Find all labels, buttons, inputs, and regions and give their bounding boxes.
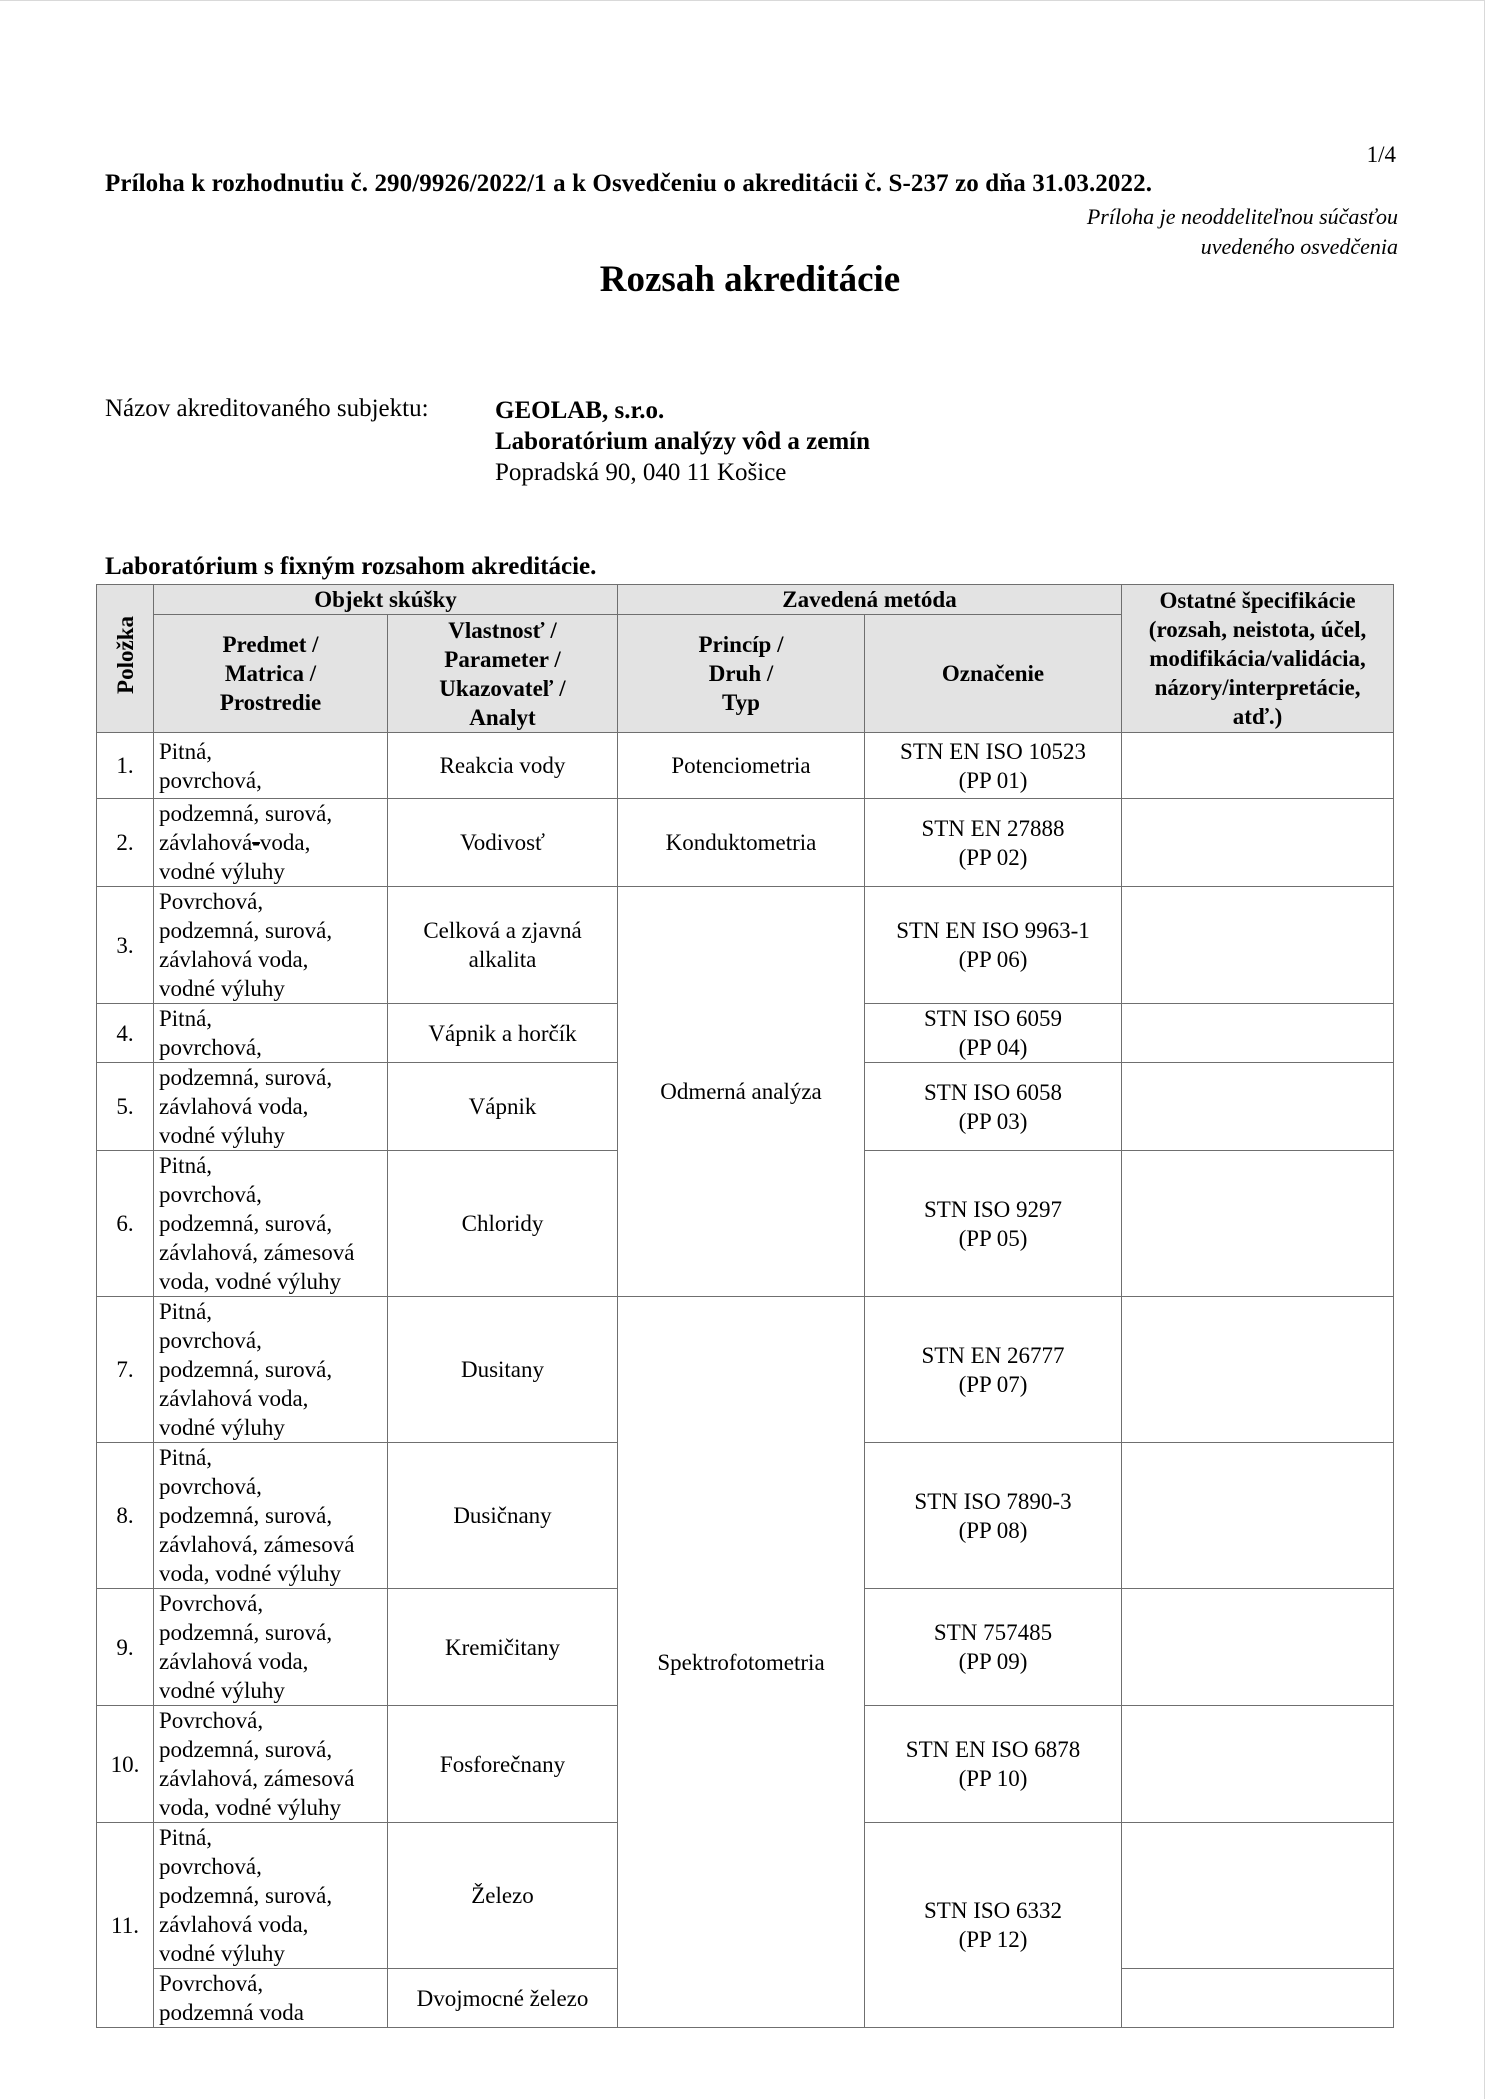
header-text-line: Vlastnosť / (448, 617, 557, 643)
designation-standard: STN EN ISO 6878 (905, 1737, 1081, 1762)
matrix-line: závlahová voda, (159, 1094, 309, 1119)
matrix-line: podzemná, surová, (159, 1620, 333, 1645)
matrix-line: voda, vodné výluhy (159, 1269, 342, 1294)
property-cell: Vápnik a horčík (388, 1004, 618, 1063)
matrix-strike: - (252, 830, 260, 855)
subject-lab: Laboratórium analýzy vôd a zemín (495, 428, 870, 455)
designation-standard: STN ISO 6058 (924, 1079, 1063, 1105)
designation-code: (PP 08) (958, 1517, 1028, 1543)
annex-note-line: Príloha je neoddeliteľnou súčasťou (1086, 204, 1398, 229)
matrix-line: vodné výluhy (159, 1678, 285, 1703)
matrix-line: Povrchová, (159, 1708, 264, 1733)
matrix-cell (154, 1823, 388, 1969)
designation-code: (PP 04) (958, 1035, 1028, 1060)
other-specs-cell (1122, 799, 1394, 887)
item-number: 3. (97, 887, 154, 1004)
matrix-cell (154, 1297, 388, 1443)
property-cell: Vodivosť (388, 799, 618, 887)
header-text-line: atď.) (1232, 704, 1283, 729)
matrix-line: podzemná, surová, (159, 1503, 333, 1528)
matrix-line: Pitná, (159, 1299, 213, 1324)
matrix-word: závlahová (159, 830, 253, 855)
matrix-line: vodné výluhy (159, 1415, 285, 1440)
designation-cell (865, 733, 1122, 799)
designation-standard: STN ISO 9297 (924, 1196, 1063, 1222)
principle-cell: Spektrofotometria (618, 1297, 865, 2028)
matrix-line: Pitná, (159, 738, 213, 764)
header-text-line: (rozsah, neistota, účel, (1148, 617, 1367, 642)
designation-standard: STN ISO 6059 (924, 1006, 1063, 1031)
property-cell: Vápnik (388, 1063, 618, 1151)
matrix-line: vodné výluhy (159, 1123, 285, 1148)
header-text-line: Matrica / (224, 661, 317, 686)
matrix-line: vodné výluhy (159, 976, 285, 1001)
property-cell: Železo (388, 1823, 618, 1969)
table-row (97, 733, 1394, 799)
matrix-line: voda, vodné výluhy (159, 1561, 342, 1586)
designation-standard: STN 757485 (933, 1620, 1053, 1645)
matrix-line: vodné výluhy (159, 1941, 285, 1966)
designation-code: (PP 06) (958, 947, 1028, 972)
matrix-line: závlahová voda, (159, 947, 309, 972)
designation-cell (865, 799, 1122, 887)
header-group-object: Objekt skúšky (154, 585, 618, 615)
matrix-cell (154, 887, 388, 1004)
designation-standard: STN EN ISO 10523 (900, 738, 1086, 764)
matrix-line: povrchová, (159, 1474, 262, 1499)
property-line: Celková a zjavná (423, 918, 582, 943)
matrix-line: Pitná, (159, 1006, 213, 1031)
other-specs-cell (1122, 733, 1394, 799)
table-row (97, 887, 1394, 1004)
matrix-line: voda, vodné výluhy (159, 1795, 342, 1820)
item-number: 2. (97, 799, 154, 887)
item-number: 7. (97, 1297, 154, 1443)
matrix-cell (154, 1063, 388, 1151)
property-cell: Reakcia vody (388, 733, 618, 799)
designation-cell (865, 887, 1122, 1004)
matrix-line: povrchová, (159, 1182, 262, 1207)
principle-cell: Potenciometria (618, 733, 865, 799)
other-specs-cell (1122, 1297, 1394, 1443)
header-text-line: názory/interpretácie, (1154, 675, 1361, 700)
matrix-line: Pitná, (159, 1825, 213, 1850)
designation-standard: STN ISO 6332 (924, 1898, 1063, 1923)
property-cell: Kremičitany (388, 1589, 618, 1706)
property-cell (388, 887, 618, 1004)
other-specs-cell (1122, 1151, 1394, 1297)
designation-code: (PP 03) (958, 1108, 1028, 1134)
matrix-line: povrchová, (159, 1035, 262, 1060)
annex-note (1087, 202, 1398, 262)
matrix-cell (154, 1589, 388, 1706)
other-specs-cell (1122, 1589, 1394, 1706)
header-group-method: Zavedená metóda (618, 585, 1122, 615)
designation-code: (PP 10) (958, 1766, 1028, 1791)
header-designation: Označenie (865, 615, 1122, 733)
matrix-line: povrchová, (159, 1854, 262, 1879)
header-text-line: Prostredie (219, 690, 322, 715)
designation-code: (PP 07) (958, 1371, 1028, 1397)
header-text-line: Princíp / (698, 632, 784, 657)
matrix-line: podzemná, surová, (159, 1357, 333, 1382)
matrix-line: Povrchová, (159, 1591, 264, 1616)
other-specs-cell (1122, 1063, 1394, 1151)
subject-label: Názov akreditovaného subjektu: (105, 395, 429, 422)
property-line: alkalita (468, 947, 537, 972)
matrix-cell (154, 733, 388, 799)
property-cell: Dusičnany (388, 1443, 618, 1589)
annex-note-line: uvedeného osvedčenia (1200, 234, 1398, 259)
matrix-line: podzemná, surová, (159, 918, 333, 943)
designation-standard: STN EN ISO 9963-1 (896, 918, 1090, 943)
item-number: 9. (97, 1589, 154, 1706)
page-title: Rozsah akreditácie (599, 259, 901, 300)
matrix-line: podzemná, surová, (159, 1211, 333, 1236)
header-item (97, 585, 154, 733)
designation-code: (PP 12) (958, 1927, 1028, 1952)
matrix-line: podzemná, surová, (159, 801, 333, 826)
item-number: 4. (97, 1004, 154, 1063)
matrix-word: voda, (259, 830, 311, 855)
designation-cell (865, 1589, 1122, 1706)
other-specs-cell (1122, 1443, 1394, 1589)
other-specs-cell (1122, 1823, 1394, 1969)
matrix-line: Pitná, (159, 1153, 213, 1178)
designation-code: (PP 05) (958, 1225, 1028, 1251)
table-row (97, 1297, 1394, 1443)
matrix-line: podzemná, surová, (159, 1065, 333, 1090)
matrix-cell (154, 1969, 388, 2028)
header-text-line: modifikácia/validácia, (1149, 646, 1366, 671)
header-text-line: Parameter / (444, 646, 561, 672)
designation-cell (865, 1443, 1122, 1589)
designation-cell (865, 1297, 1122, 1443)
matrix-cell (154, 1706, 388, 1823)
header-subject (154, 615, 388, 733)
table-header-row (97, 585, 1394, 615)
matrix-line: závlahová voda, (159, 1912, 309, 1937)
other-specs-cell (1122, 1706, 1394, 1823)
header-text-line: Typ (722, 690, 760, 715)
other-specs-cell (1122, 1004, 1394, 1063)
subject-address: Popradská 90, 040 11 Košice (495, 459, 787, 486)
header-item-label: Položka (112, 616, 138, 694)
designation-code: (PP 02) (958, 844, 1028, 870)
accreditation-scope-table (96, 584, 1394, 2028)
item-number: 5. (97, 1063, 154, 1151)
other-specs-cell (1122, 1969, 1394, 2028)
property-cell: Fosforečnany (388, 1706, 618, 1823)
matrix-cell (154, 1004, 388, 1063)
property-cell: Chloridy (388, 1151, 618, 1297)
page-number: 1/4 (1366, 142, 1396, 167)
annex-reference: Príloha k rozhodnutiu č. 290/9926/2022/1 a k Osvedčeniu o akreditácii č. S-237 zo dňa 31.03.2022. (105, 170, 1153, 197)
matrix-line: podzemná, surová, (159, 1883, 333, 1908)
subject-name: GEOLAB, s.r.o. (495, 397, 665, 424)
property-cell: Dusitany (388, 1297, 618, 1443)
header-text-line: Ostatné špecifikácie (1159, 588, 1356, 613)
matrix-cell (154, 799, 388, 887)
designation-cell (865, 1004, 1122, 1063)
matrix-line: závlahová voda, (159, 1386, 309, 1411)
designation-standard: STN EN 26777 (921, 1342, 1065, 1368)
matrix-line: povrchová, (159, 767, 262, 793)
item-number: 8. (97, 1443, 154, 1589)
header-other-specs (1122, 585, 1394, 733)
header-text-line: Ukazovateľ / (439, 675, 566, 701)
matrix-cell (154, 1443, 388, 1589)
matrix-line: závlahová, zámesová (159, 1766, 355, 1791)
header-text-line: Druh / (708, 661, 774, 686)
subject-details (495, 395, 870, 488)
matrix-cell (154, 1151, 388, 1297)
matrix-line: vodné výluhy (159, 859, 285, 884)
designation-cell (865, 1823, 1122, 2028)
item-number: 11. (97, 1823, 154, 2028)
property-cell: Dvojmocné železo (388, 1969, 618, 2028)
matrix-line: podzemná voda (159, 2000, 304, 2025)
header-text-line: Predmet / (222, 632, 319, 657)
principle-cell: Odmerná analýza (618, 887, 865, 1297)
designation-code: (PP 09) (958, 1649, 1028, 1674)
designation-code: (PP 01) (958, 767, 1028, 793)
matrix-line: povrchová, (159, 1328, 262, 1353)
header-principle (618, 615, 865, 733)
matrix-line: Povrchová, (159, 889, 264, 914)
table-row (97, 799, 1394, 887)
matrix-line: Povrchová, (159, 1971, 264, 1996)
item-number: 1. (97, 733, 154, 799)
item-number: 10. (97, 1706, 154, 1823)
principle-cell: Konduktometria (618, 799, 865, 887)
designation-cell (865, 1706, 1122, 1823)
matrix-line (159, 828, 382, 857)
other-specs-cell (1122, 887, 1394, 1004)
matrix-line: závlahová, zámesová (159, 1240, 355, 1265)
header-text-line: Analyt (469, 704, 536, 730)
designation-cell (865, 1151, 1122, 1297)
matrix-line: Pitná, (159, 1445, 213, 1470)
designation-cell (865, 1063, 1122, 1151)
matrix-line: závlahová, zámesová (159, 1532, 355, 1557)
scope-type: Laboratórium s fixným rozsahom akreditácie. (105, 553, 597, 580)
matrix-line: podzemná, surová, (159, 1737, 333, 1762)
designation-standard: STN EN 27888 (921, 815, 1065, 841)
item-number: 6. (97, 1151, 154, 1297)
designation-standard: STN ISO 7890-3 (914, 1488, 1072, 1514)
matrix-line: závlahová voda, (159, 1649, 309, 1674)
header-property (388, 615, 618, 733)
